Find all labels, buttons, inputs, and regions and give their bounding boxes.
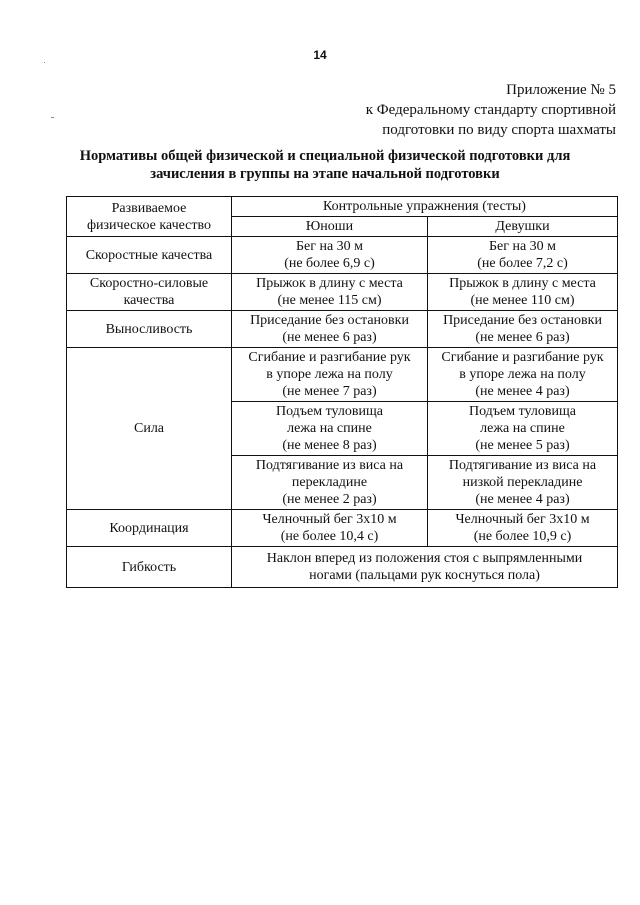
norm-line: в упоре лежа на полу [266, 367, 393, 382]
norm-line: Бег на 30 м [488, 239, 557, 254]
norm-line: Приседание без остановки [250, 313, 409, 328]
quality-cell: Гибкость [67, 547, 232, 588]
boys-norm-cell [232, 274, 428, 311]
norm-line: лежа на спине [287, 421, 372, 436]
norm-line: Наклон вперед из положения стоя с выпрямленными [266, 551, 583, 566]
table-row [67, 348, 618, 402]
table-row [67, 510, 618, 547]
norm-line: Подъем туловища [275, 404, 384, 419]
quality-line: Скоростно-силовые [89, 276, 209, 291]
table-row [67, 547, 618, 588]
quality-cell: Выносливость [67, 311, 232, 348]
norm-line: (не менее 8 раз) [282, 438, 377, 453]
header-girls-cell: Девушки [428, 217, 618, 237]
norm-line: (не менее 6 раз) [475, 330, 570, 345]
norm-line: низкой перекладине [462, 475, 583, 490]
norm-line: (не менее 115 см) [277, 293, 382, 308]
norm-line: (не менее 7 раз) [282, 384, 377, 399]
norm-line: (не менее 6 раз) [282, 330, 377, 345]
quality-cell: Сила [67, 348, 232, 510]
norm-line: (не менее 2 раз) [282, 492, 377, 507]
header-quality-cell [67, 197, 232, 237]
table-row [67, 237, 618, 274]
norm-line: Приседание без остановки [443, 313, 602, 328]
girls-norm-cell [428, 456, 618, 510]
norm-line: в упоре лежа на полу [459, 367, 586, 382]
page-number: 14 [313, 48, 327, 62]
girls-norm-cell [428, 237, 618, 274]
norm-line: (не менее 5 раз) [475, 438, 570, 453]
norm-line: (не менее 4 раз) [475, 492, 570, 507]
quality-cell [67, 274, 232, 311]
girls-norm-cell [428, 402, 618, 456]
table-header-row [67, 197, 618, 217]
norm-line: Подтягивание из виса на [448, 458, 597, 473]
norm-line: Сгибание и разгибание рук [248, 350, 411, 365]
norm-line: Челночный бег 3х10 м [455, 512, 590, 527]
norm-line: Прыжок в длину с места [256, 276, 403, 291]
header-quality-line-1: Развиваемое [111, 200, 187, 216]
appendix-line-1: Приложение № 5 [506, 82, 616, 98]
norm-line: (не более 10,4 с) [280, 529, 379, 544]
norm-line: (не менее 110 см) [470, 293, 575, 308]
boys-norm-cell [232, 456, 428, 510]
table-row [67, 311, 618, 348]
title-line-1: Нормативы общей физической и специальной физической подготовки для [79, 148, 571, 164]
norm-line: (не более 7,2 с) [477, 256, 568, 271]
quality-line: качества [123, 293, 175, 308]
norm-line: лежа на спине [480, 421, 565, 436]
boys-norm-cell [232, 510, 428, 547]
table-row [67, 274, 618, 311]
norm-line: Бег на 30 м [295, 239, 364, 254]
girls-norm-cell [428, 510, 618, 547]
girls-norm-cell [428, 274, 618, 311]
girls-norm-cell [428, 311, 618, 348]
girls-norm-cell [428, 348, 618, 402]
boys-norm-cell [232, 348, 428, 402]
boys-norm-cell [232, 311, 428, 348]
norm-line: (не более 10,9 с) [473, 529, 572, 544]
norm-line: перекладине [291, 475, 368, 490]
boys-norm-cell [232, 402, 428, 456]
quality-cell: Координация [67, 510, 232, 547]
scan-speck [44, 62, 45, 63]
norm-line: Сгибание и разгибание рук [441, 350, 604, 365]
norm-line: (не более 6,9 с) [284, 256, 375, 271]
norm-line: Подъем туловища [468, 404, 577, 419]
norm-line: Подтягивание из виса на [255, 458, 404, 473]
norm-line: Челночный бег 3х10 м [262, 512, 397, 527]
norm-line: (не менее 4 раз) [475, 384, 570, 399]
header-boys-cell: Юноши [232, 217, 428, 237]
appendix-line-3: подготовки по виду спорта шахматы [382, 122, 616, 138]
boys-norm-cell [232, 237, 428, 274]
header-tests-cell: Контрольные упражнения (тесты) [232, 197, 618, 217]
norms-table [66, 196, 618, 588]
quality-cell: Скоростные качества [67, 237, 232, 274]
document-title [60, 147, 590, 183]
norm-line: Прыжок в длину с места [449, 276, 596, 291]
header-quality-line-2: физическое качество [86, 217, 212, 233]
scan-speck [51, 117, 54, 118]
appendix-line-2: к Федеральному стандарту спортивной [365, 102, 616, 118]
appendix-reference [366, 80, 616, 140]
shared-norm-cell [232, 547, 618, 588]
title-line-2: зачисления в группы на этапе начальной подготовки [150, 166, 500, 182]
norm-line: ногами (пальцами рук коснуться пола) [309, 568, 540, 583]
